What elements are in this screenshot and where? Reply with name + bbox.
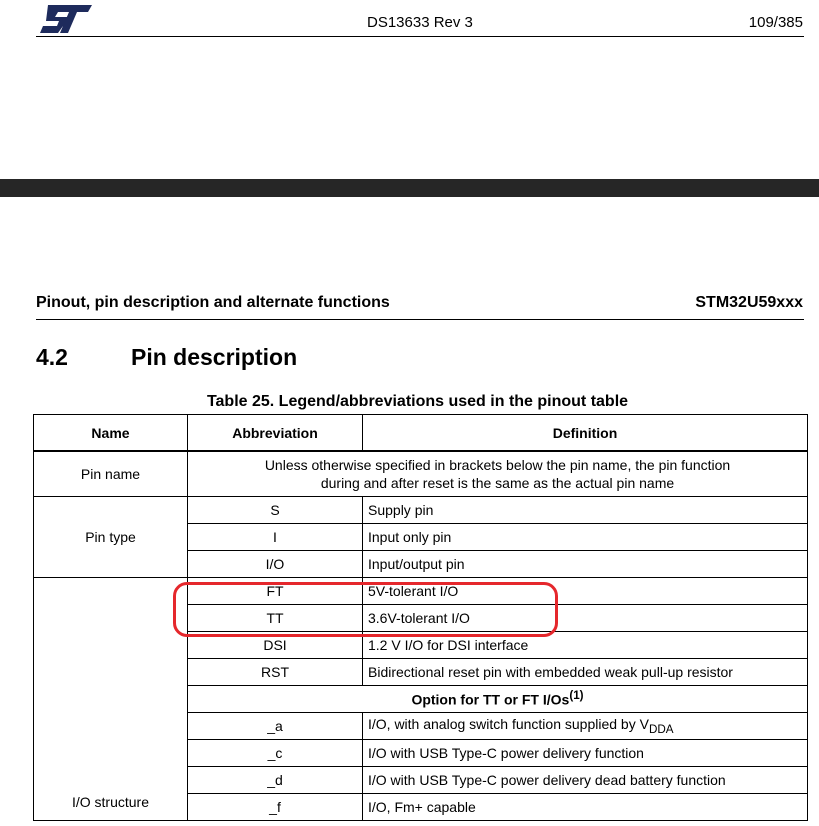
row-name: Pin name [34, 451, 188, 496]
column-header-name: Name [34, 415, 188, 452]
st-logo-icon [40, 5, 92, 33]
definition-cell: 3.6V-tolerant I/O [363, 604, 808, 631]
abbreviation-cell: _d [188, 766, 363, 793]
definition-cell [363, 712, 808, 739]
option-heading: Option for TT or FT I/Os [411, 691, 570, 708]
definition-text: I/O, with analog switch function supplied by V [368, 715, 649, 732]
table-caption: Table 25. Legend/abbreviations used in the pinout table [206, 393, 629, 410]
definition-cell: I/O with USB Type-C power delivery dead battery function [363, 766, 808, 793]
column-header-abbreviation: Abbreviation [188, 415, 363, 452]
abbreviation-cell: I/O [188, 550, 363, 577]
option-heading-cell [188, 685, 808, 712]
column-header-definition: Definition [363, 415, 808, 452]
red-highlight-annotation [173, 582, 558, 637]
abbreviation-cell: FT [188, 577, 363, 604]
heading-number: 4.2 [36, 344, 68, 370]
abbreviation-cell: _f [188, 793, 363, 820]
section-title: Pinout, pin description and alternate functions [36, 294, 390, 311]
table-row [34, 496, 808, 523]
abbreviation-cell: _a [188, 712, 363, 739]
definition-cell: I/O, Fm+ capable [363, 793, 808, 820]
io-structure-label: I/O structure [71, 793, 150, 810]
header-divider [36, 36, 804, 37]
definition-cell: Bidirectional reset pin with embedded weak pull-up resistor [363, 658, 808, 685]
definition-line: Unless otherwise specified in brackets below the pin name, the pin function [264, 456, 731, 473]
definition-cell: 1.2 V I/O for DSI interface [363, 631, 808, 658]
definition-cell: 5V-tolerant I/O [363, 577, 808, 604]
row-definition [188, 451, 808, 496]
table-header-row [34, 415, 808, 452]
row-name: Pin type [34, 496, 188, 577]
abbreviation-cell: DSI [188, 631, 363, 658]
abbreviation-cell: I [188, 523, 363, 550]
row-name [34, 577, 188, 820]
page-separator-band [0, 179, 819, 197]
table-row [34, 451, 808, 496]
definition-cell: I/O with USB Type-C power delivery function [363, 739, 808, 766]
definition-cell: Input only pin [363, 523, 808, 550]
subscript: DDA [648, 722, 674, 736]
heading-title: Pin description [131, 344, 298, 370]
abbreviation-cell: RST [188, 658, 363, 685]
abbreviation-cell: _c [188, 739, 363, 766]
abbreviation-cell: S [188, 496, 363, 523]
definition-cell: Input/output pin [363, 550, 808, 577]
section-divider [36, 319, 804, 320]
definition-line: during and after reset is the same as the actual pin name [320, 474, 675, 491]
footnote-ref: (1) [569, 689, 584, 703]
product-name: STM32U59xxx [695, 294, 803, 311]
definition-cell: Supply pin [363, 496, 808, 523]
document-id: DS13633 Rev 3 [367, 14, 473, 31]
abbreviation-cell: TT [188, 604, 363, 631]
page-number: 109/385 [748, 14, 803, 31]
